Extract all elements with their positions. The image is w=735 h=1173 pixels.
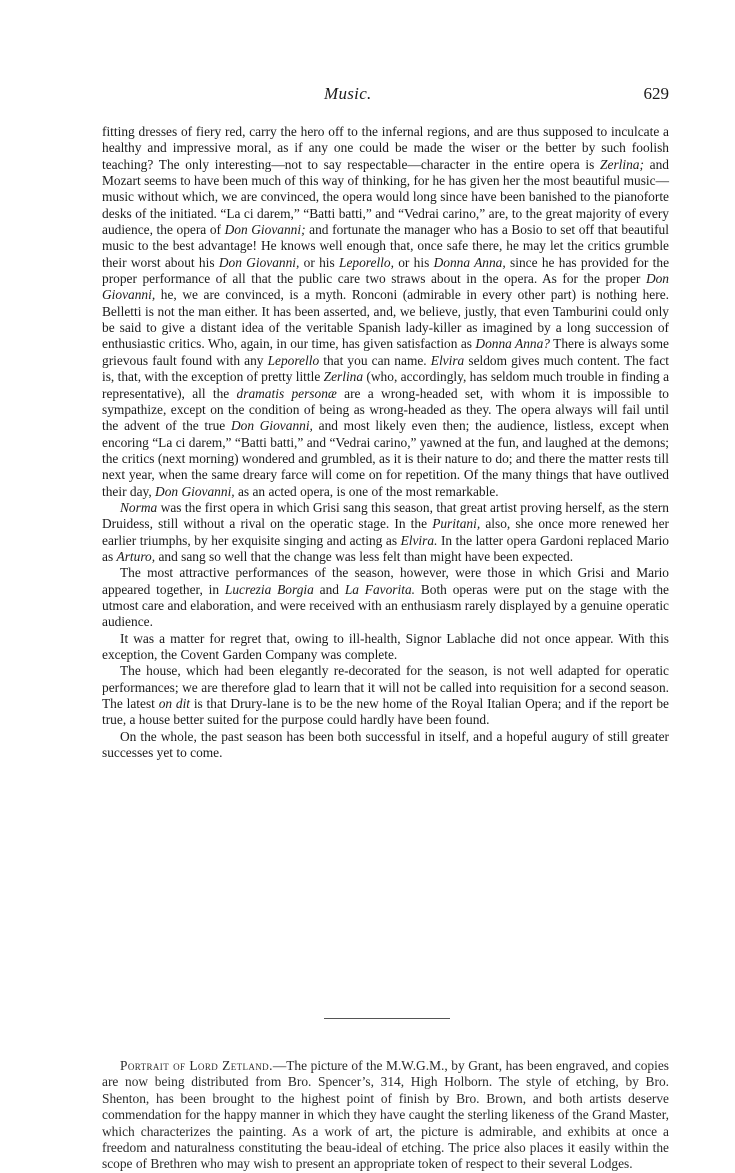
running-head [102,84,669,106]
paragraph-lablache: It was a matter for regret that, owing to ill-health, Signor Lablache did not once appear. With this exception, the Covent Garden Company was complete. [102,630,669,662]
paragraph-don-giovanni: fitting dresses of fiery red, carry the hero off to the infernal regions, and are thus supposed to inculcate a healthy and impressive moral, as if any one could be made the wiser or the better by such foolish teaching? The only interesting—not to say respectable—character in the entire opera is Zerlina; and Mozart seems to have been much of this way of thinking, for he has given her the most beautiful music—music without which, we are convinced, the opera would long since have been banished to the pianoforte desks of the initiated. “La ci darem,” “Batti batti,” and “Vedrai carino,” are, to the great majority of every audience, the opera of Don Giovanni; and fortunate the manager who has a Bosio to set off that beautiful music to the best advantage! He knows well enough that, once safe there, he may let the critics grumble their worst about his Don Giovanni, or his Leporello, or his Donna Anna, since he has provided for the proper performance of all that the public care two straws about in the opera. As for the proper Don Giovanni, he, we are convinced, is a myth. Ronconi (admirable in every other part) is nothing here. Belletti is not the man either. It has been asserted, and, we believe, justly, that even Tamburini could only be said to give a distant idea of the veritable Spanish lady-killer as imagined by a long succession of enthusiastic critics. Who, again, in our time, has given satisfaction as Donna Anna? There is always some grievous fault found with any Leporello that you can name. Elvira seldom gives much content. The fact is, that, with the exception of pretty little Zerlina (who, accordingly, has seldom much trouble in finding a representative), all the dramatis personæ are a wrong-headed set, with whom it is impossible to sympathize, except on the condition of being as wrong-headed as they. The opera always will fail until the advent of the true Don Giovanni, and most likely even then; the audience, listless, except when encoring “La ci darem,” “Batti batti,” and “Vedrai carino,” yawned at the fun, and laughed at the demons; the critics (next morning) wondered and grumbled, as it is their nature to do; and there the matter rests till next year, when the same dreary farce will come on for repetition. Of the many things that have outlived their day, Don Giovanni, as an acted opera, is one of the most remarkable. [102,124,670,499]
running-title: Music. [324,84,372,103]
divider-rule [324,1018,450,1019]
paragraph-summary: On the whole, the past season has been both successful in itself, and a hopeful augury of still greater successes yet to come. [102,728,669,761]
paragraph-grisi-mario: The most attractive performances of the season, however, were those in which Grisi and Mario appeared together, in Lucrezia Borgia and La Favorita. Both operas were put on the stage with the utmost care and elaboration, and were received with an enthusiasm rarely displayed by a genuine operatic audience. [102,565,669,630]
article-body [102,124,669,761]
notice-text: —The picture of the M.W.G.M., by Grant, has been engraved, and copies are now being distributed from Bro. Spencer’s, 314, High Holborn. The style of etching, by Bro. Shenton, has been brought to the highest point of finish by Bro. Brown, and both artists deserve commendation for the happy manner in which they have caught the sterling likeness of the Grand Master, which characterizes the painting. As a work of art, the picture is admirable, and exhibits at once a freedom and naturalness constituting the beau-ideal of etching. The price also places it easily within the scope of Brethren who may wish to present an appropriate token of respect to their several Lodges. [102,1058,670,1172]
notice-portrait [102,1058,669,1173]
paragraph-house: The house, which had been elegantly re-decorated for the season, is not well adapted for operatic performances; we are therefore glad to learn that it will not be called into requisition for a second season. The latest on dit is that Drury-lane is to be the new home of the Royal Italian Opera; and if the report be true, a house better suited for the purpose could hardly have been found. [102,663,669,728]
paragraph-norma: Norma was the first opera in which Grisi sang this season, that great artist proving herself, as the stern Druidess, still without a rival on the operatic stage. In the Puritani, also, she once more renewed her earlier triumphs, by her exquisite singing and acting as Elvira. In the latter opera Gardoni replaced Mario as Arturo, and sang so well that the change was less felt than might have been expected. [102,499,670,564]
page-number: 629 [643,84,669,103]
notice-paragraph [102,1058,669,1173]
notice-heading: Portrait of Lord Zetland. [120,1058,273,1073]
